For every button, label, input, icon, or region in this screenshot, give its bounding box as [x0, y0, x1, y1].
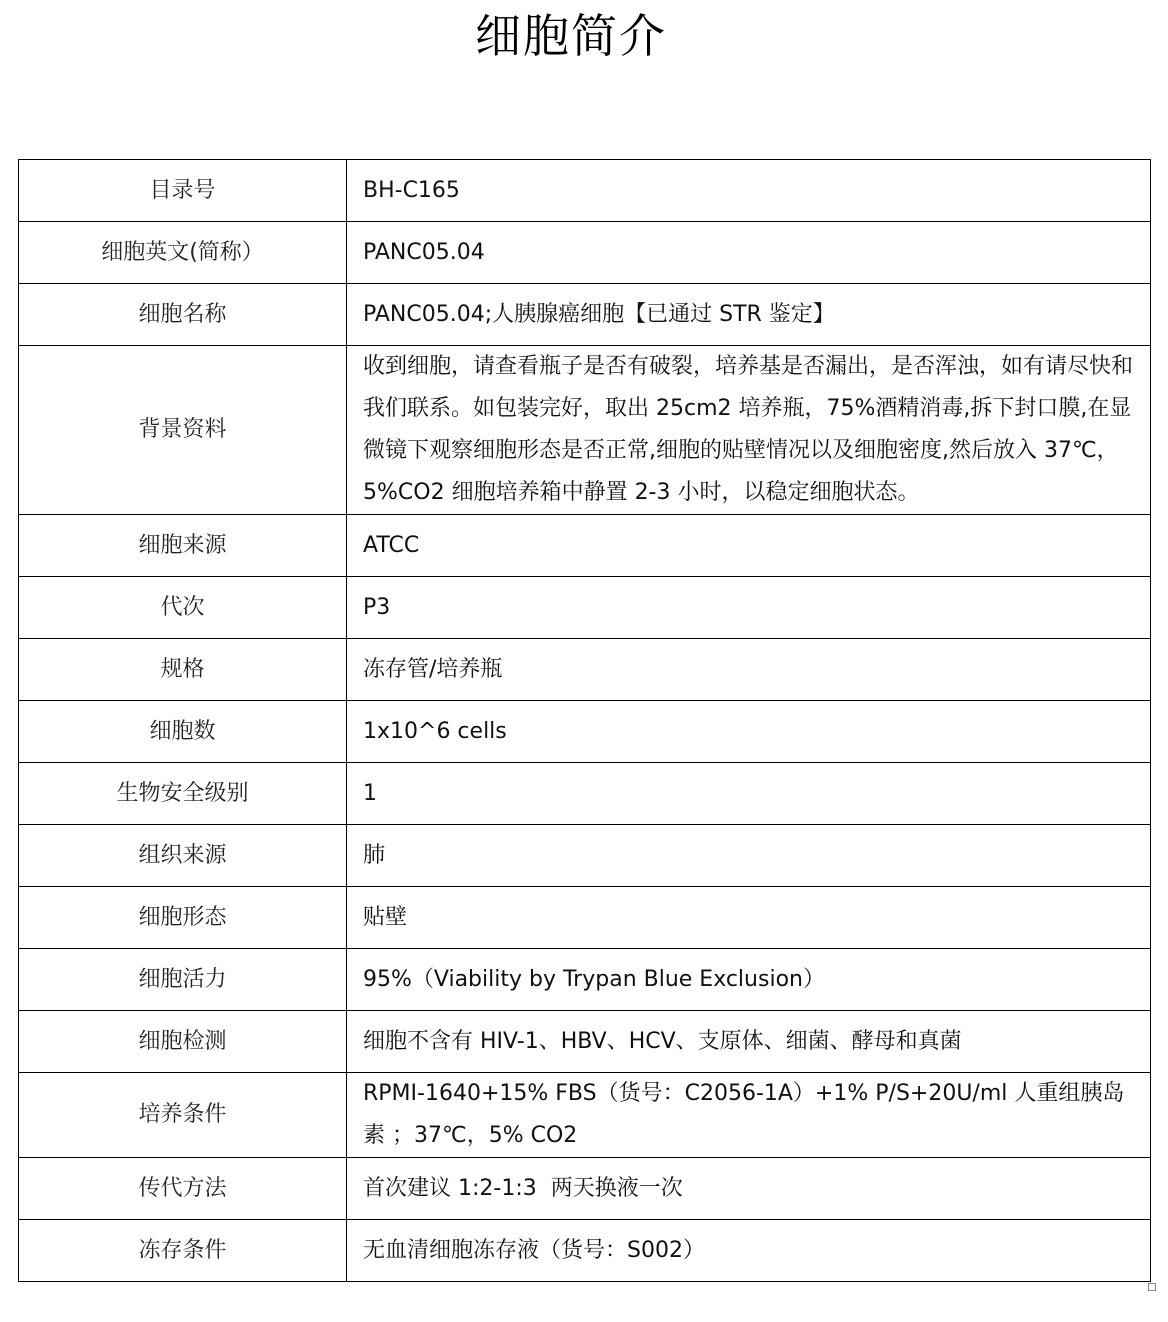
- row-label: 细胞检测: [19, 1011, 347, 1073]
- row-label: 细胞数: [19, 701, 347, 763]
- table-row-source: [19, 515, 1151, 577]
- row-value: 肺: [347, 825, 1151, 887]
- row-label: 传代方法: [19, 1158, 347, 1220]
- row-value: 首次建议 1:2-1:3 两天换液一次: [347, 1158, 1151, 1220]
- row-value: RPMI-1640+15% FBS（货号：C2056-1A）+1% P/S+20U/ml 人重组胰岛素 ；37℃，5% CO2: [347, 1073, 1151, 1158]
- table-row-specification: [19, 639, 1151, 701]
- row-label: 细胞英文(简称）: [19, 222, 347, 284]
- row-value: 冻存管/培养瓶: [347, 639, 1151, 701]
- row-label: 细胞形态: [19, 887, 347, 949]
- row-label: 规格: [19, 639, 347, 701]
- table-row-subculture-method: [19, 1158, 1151, 1220]
- row-label: 细胞名称: [19, 284, 347, 346]
- row-value: P3: [347, 577, 1151, 639]
- row-label: 组织来源: [19, 825, 347, 887]
- row-value: 贴壁: [347, 887, 1151, 949]
- row-label: 培养条件: [19, 1073, 347, 1158]
- row-value: ATCC: [347, 515, 1151, 577]
- row-label: 细胞活力: [19, 949, 347, 1011]
- row-value: PANC05.04;人胰腺癌细胞【已通过 STR 鉴定】: [347, 284, 1151, 346]
- table-row-english-name: [19, 222, 1151, 284]
- table-row-cell-name: [19, 284, 1151, 346]
- row-label: 代次: [19, 577, 347, 639]
- table-row-background: [19, 346, 1151, 515]
- row-value: 细胞不含有 HIV-1、HBV、HCV、支原体、细菌、酵母和真菌: [347, 1011, 1151, 1073]
- row-value: 95%（Viability by Trypan Blue Exclusion）: [347, 949, 1151, 1011]
- table-row-catalog-number: [19, 160, 1151, 222]
- row-value: 无血清细胞冻存液（货号：S002）: [347, 1220, 1151, 1282]
- table-row-freezing-conditions: [19, 1220, 1151, 1282]
- row-label: 目录号: [19, 160, 347, 222]
- table-row-passage: [19, 577, 1151, 639]
- document-title: 细胞简介: [475, 9, 667, 63]
- table-row-viability: [19, 949, 1151, 1011]
- row-label: 生物安全级别: [19, 763, 347, 825]
- table-row-tissue-source: [19, 825, 1151, 887]
- row-label: 细胞来源: [19, 515, 347, 577]
- row-value: 1: [347, 763, 1151, 825]
- row-label: 冻存条件: [19, 1220, 347, 1282]
- table-row-morphology: [19, 887, 1151, 949]
- table-resize-handle[interactable]: [1148, 1283, 1156, 1291]
- table-row-culture-conditions: [19, 1073, 1151, 1158]
- table-row-cell-count: [19, 701, 1151, 763]
- row-value: 1x10^6 cells: [347, 701, 1151, 763]
- row-label: 背景资料: [19, 346, 347, 515]
- cell-info-table: [18, 159, 1151, 1282]
- row-value: BH-C165: [347, 160, 1151, 222]
- table-row-testing: [19, 1011, 1151, 1073]
- table-row-biosafety-level: [19, 763, 1151, 825]
- row-value: PANC05.04: [347, 222, 1151, 284]
- row-value: 收到细胞，请查看瓶子是否有破裂，培养基是否漏出，是否浑浊，如有请尽快和我们联系。如包装完好，取出 25cm2 培养瓶，75%酒精消毒,拆下封口膜,在显微镜下观察细胞形态是否正常,细胞的贴壁情况以及细胞密度,然后放入 37℃，5%CO2 细胞培养箱中静置 2-3 小时，以稳定细胞状态。: [347, 346, 1151, 515]
